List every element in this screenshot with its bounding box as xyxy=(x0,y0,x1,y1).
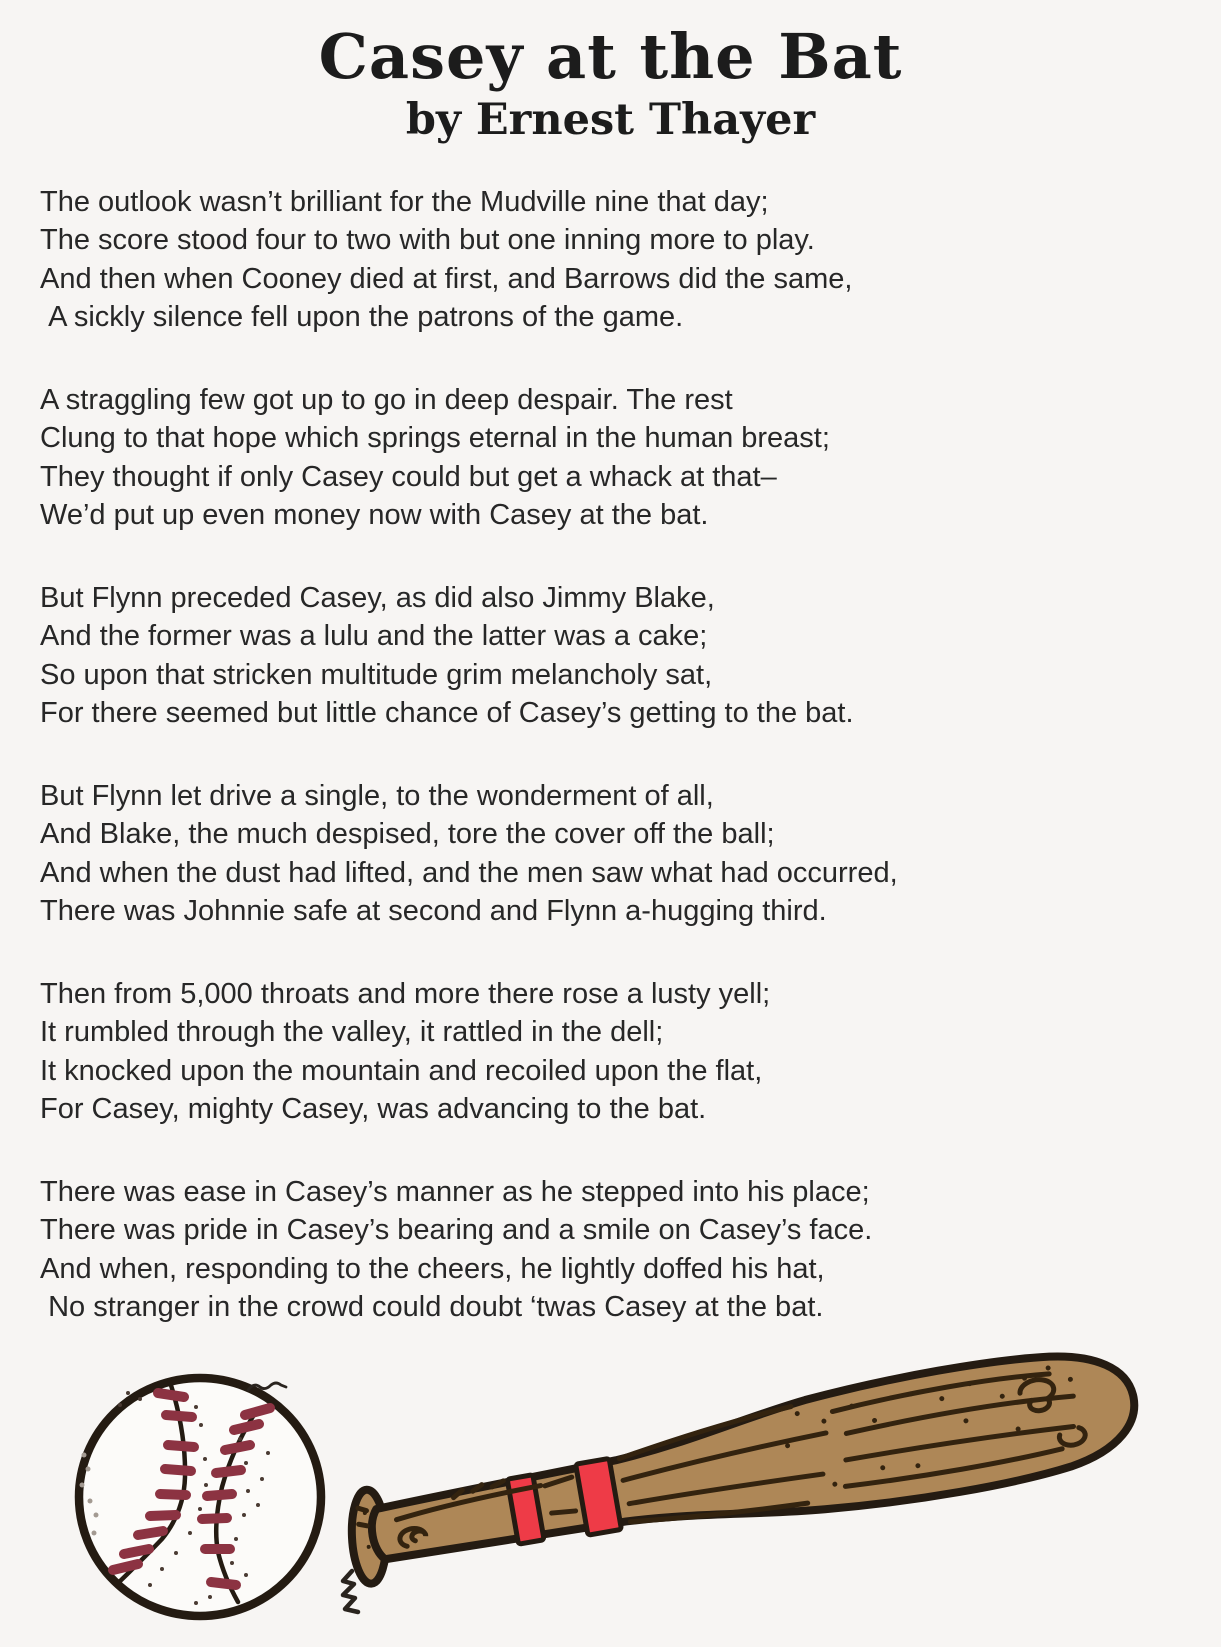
poem-line: There was Johnnie safe at second and Flynn a-hugging third. xyxy=(40,895,827,928)
poem-line: It rumbled through the valley, it rattled in the dell; xyxy=(40,1016,664,1049)
poem-byline: by Ernest Thayer xyxy=(405,95,816,146)
baseball-illustration xyxy=(79,1378,321,1616)
poem-line: And when, responding to the cheers, he lightly doffed his hat, xyxy=(40,1252,825,1285)
poem-line: For Casey, mighty Casey, was advancing to the bat. xyxy=(40,1093,707,1126)
poem-line: The outlook wasn’t brilliant for the Mudville nine that day; xyxy=(40,185,769,218)
poem-line: So upon that stricken multitude grim melancholy sat, xyxy=(40,658,713,691)
poem-body xyxy=(0,183,1221,1327)
poem-line: And when the dust had lifted, and the men saw what had occurred, xyxy=(40,856,898,889)
poem-line: No stranger in the crowd could doubt ‘twas Casey at the bat. xyxy=(40,1291,824,1324)
stanza-4 xyxy=(40,777,1181,931)
poem-line: And Blake, the much despised, tore the cover off the ball; xyxy=(40,818,775,851)
poem-line: They thought if only Casey could but get a whack at that– xyxy=(40,460,777,493)
stanza-3 xyxy=(40,579,1181,733)
stanza-5 xyxy=(40,975,1181,1129)
poem-line: A sickly silence fell upon the patrons of the game. xyxy=(40,301,684,334)
poem-line: A straggling few got up to go in deep despair. The rest xyxy=(40,383,733,416)
artist-signature-mark xyxy=(343,1571,358,1612)
poem-line: And the former was a lulu and the latter was a cake; xyxy=(40,620,708,653)
poem-line: Clung to that hope which springs eternal in the human breast; xyxy=(40,422,830,455)
poem-line: It knocked upon the mountain and recoiled upon the flat, xyxy=(40,1054,763,1087)
poem-line: For there seemed but little chance of Casey’s getting to the bat. xyxy=(40,697,854,730)
poem-header xyxy=(0,0,1221,145)
bat-illustration xyxy=(335,1339,1144,1597)
stanza-1 xyxy=(40,183,1181,337)
poem-line: There was pride in Casey’s bearing and a smile on Casey’s face. xyxy=(40,1214,873,1247)
stanza-2 xyxy=(40,381,1181,535)
poem-line: Then from 5,000 throats and more there rose a lusty yell; xyxy=(40,977,771,1010)
baseball-outline xyxy=(79,1378,321,1616)
poem-line: But Flynn preceded Casey, as did also Jimmy Blake, xyxy=(40,581,715,614)
poem-line: We’d put up even money now with Casey at the bat. xyxy=(40,499,709,532)
poem-line: And then when Cooney died at first, and Barrows did the same, xyxy=(40,262,853,295)
baseball-and-bat-artwork xyxy=(0,1247,1221,1647)
poem-line: But Flynn let drive a single, to the wonderment of all, xyxy=(40,779,714,812)
poem-line: The score stood four to two with but one inning more to play. xyxy=(40,224,815,257)
poem-line: There was ease in Casey’s manner as he stepped into his place; xyxy=(40,1175,870,1208)
poem-title: Casey at the Bat xyxy=(318,20,903,93)
